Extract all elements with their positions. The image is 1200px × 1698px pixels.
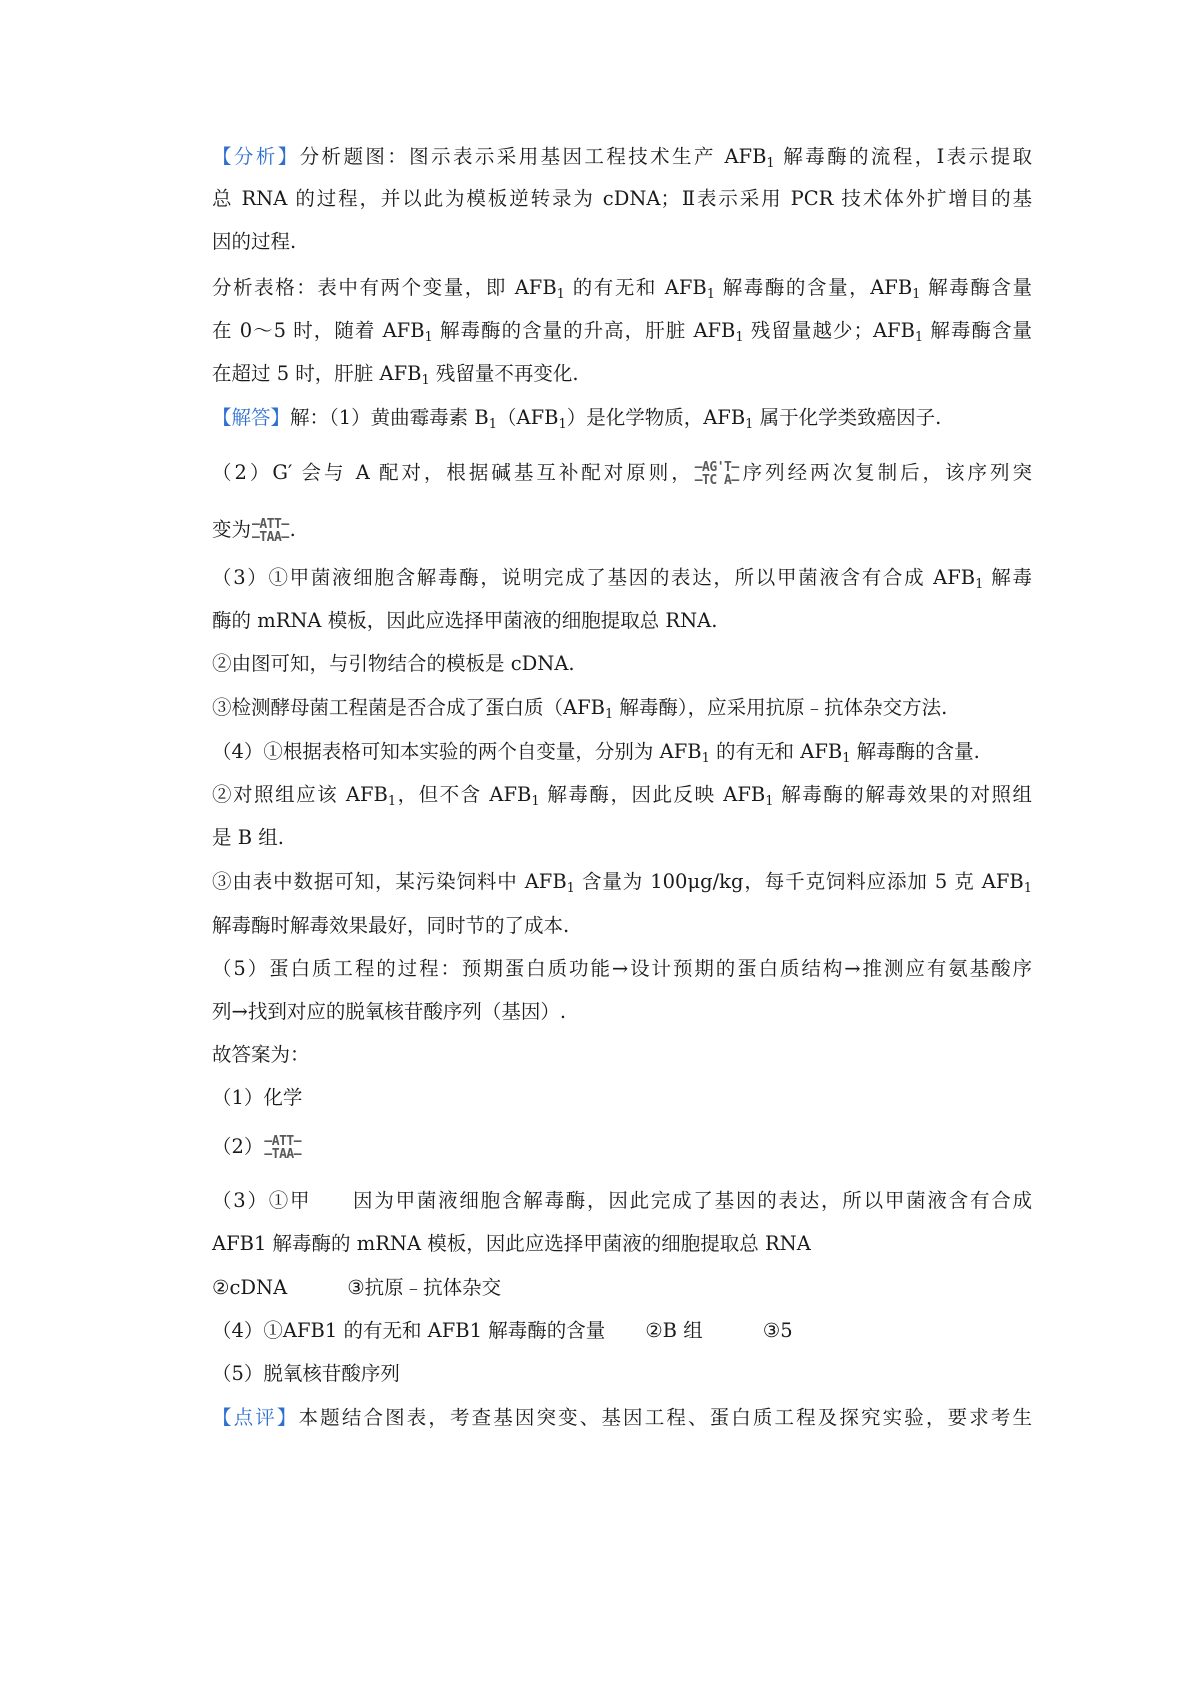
answer-q1: 【解答】解：（1）黄曲霉毒素 $B_1(AFB_1)$是化学物质，$AFB_1$ 属于化学类致癌因子.	[212, 406, 942, 432]
final-answer-2: （2） —ATT— —TAA—	[212, 1133, 302, 1162]
answer-q2-line-2: 变为 —ATT— —TAA— .	[212, 516, 296, 545]
final-answer-3-line-3: ②cDNA ③抗原﹣抗体杂交	[212, 1276, 502, 1299]
table-analysis-line-3: 在超过 5 时，肝脏 $AFB_1$ 残留量不再变化.	[212, 362, 579, 388]
answer-q4-line-2: ②对照组应该 $AFB_1$，但不含 $AFB_1$ 解毒酶，因此反映 $AFB_1$ 解毒酶的解毒效果的对照组	[212, 783, 1032, 809]
final-answer-3-line-1: （3）①甲 因为甲菌液细胞含解毒酶，因此完成了基因的表达，所以甲菌液含有合成	[212, 1189, 1032, 1212]
answer-q4-line-3: 是 B 组.	[212, 826, 284, 849]
comment-line: 【点评】本题结合图表，考查基因突变、基因工程、蛋白质工程及探究实验，要求考生	[212, 1406, 1032, 1429]
table-analysis-line-2: 在 0～5 时，随着 $AFB_1$ 解毒酶的含量的升高，肝脏 $AFB_1$ 残留量越少；$AFB_1$ 解毒酶含量	[212, 319, 1032, 345]
answer-q3-line-3: ②由图可知，与引物结合的模板是 cDNA.	[212, 652, 575, 675]
answer-q2-line-1: （2）G′ 会与 A 配对，根据碱基互补配对原则， —AG'T— —TC A— 序列经两次复制后，该序列突	[212, 459, 1032, 488]
comment-tag: 【点评】	[212, 1406, 299, 1429]
final-answer-5: （5）脱氧核苷酸序列	[212, 1362, 400, 1385]
final-intro: 故答案为：	[212, 1043, 310, 1066]
answer-q3-line-1: （3）①甲菌液细胞含解毒酶，说明完成了基因的表达，所以甲菌液含有合成 $AFB_1$ 解毒	[212, 566, 1032, 592]
analysis-line-1: 【分析】分析题图：图示表示采用基因工程技术生产 $AFB_1$ 解毒酶的流程，Ⅰ表示提取	[212, 145, 1032, 171]
answer-q4-line-1: （4）①根据表格可知本实验的两个自变量，分别为 $AFB_1$ 的有无和 $AFB_1$ 解毒酶的含量.	[212, 740, 980, 766]
dna-sequence-mutated: —ATT— —TAA—	[252, 516, 289, 545]
analysis-line-3: 因的过程.	[212, 230, 297, 253]
answer-q3-line-4: ③检测酵母菌工程菌是否合成了蛋白质（$AFB_1$ 解毒酶），应采用抗原﹣抗体杂交方法.	[212, 696, 948, 722]
dna-sequence-answer: —ATT— —TAA—	[264, 1133, 302, 1162]
final-answer-1: （1）化学	[212, 1086, 303, 1109]
answer-q5-line-2: 列→找到对应的脱氧核苷酸序列（基因）.	[212, 1000, 567, 1023]
analysis-tag: 【分析】	[212, 145, 300, 168]
answer-tag: 【解答】	[212, 406, 291, 429]
answer-q4-line-4: ③由表中数据可知，某污染饲料中 $AFB_1$ 含量为 100μg/kg，每千克饲料应添加 5 克 $AFB_1$	[212, 870, 1032, 896]
table-analysis-line-1: 分析表格：表中有两个变量，即 $AFB_1$ 的有无和 $AFB_1$ 解毒酶的含量，$AFB_1$ 解毒酶含量	[212, 276, 1032, 302]
analysis-line-2: 总 RNA 的过程，并以此为模板逆转录为 cDNA；Ⅱ表示采用 PCR 技术体外扩增目的基	[212, 187, 1032, 210]
dna-sequence-original: —AG'T— —TC A—	[694, 459, 739, 488]
final-answer-3-line-2: AFB1 解毒酶的 mRNA 模板，因此应选择甲菌液的细胞提取总 RNA	[212, 1232, 811, 1255]
answer-q4-line-5: 解毒酶时解毒效果最好，同时节的了成本.	[212, 914, 570, 937]
answer-q3-line-2: 酶的 mRNA 模板，因此应选择甲菌液的细胞提取总 RNA.	[212, 609, 718, 632]
answer-q5-line-1: （5）蛋白质工程的过程：预期蛋白质功能→设计预期的蛋白质结构→推测应有氨基酸序	[212, 957, 1032, 980]
final-answer-4: （4）①AFB1 的有无和 AFB1 解毒酶的含量 ②B 组 ③5	[212, 1319, 793, 1342]
